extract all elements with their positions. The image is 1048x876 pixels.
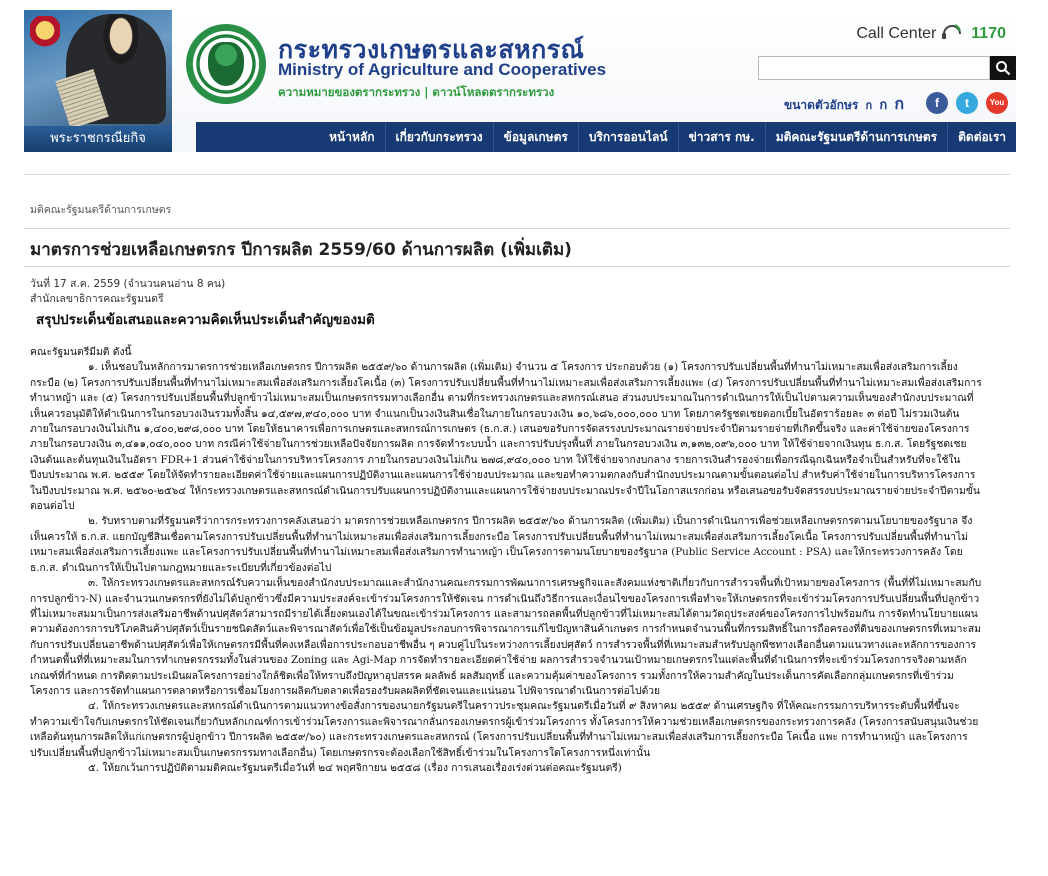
resolution-item-3: ๓. ให้กระทรวงเกษตรและสหกรณ์รับความเห็นของสำนักงบประมาณและสำนักงานคณะกรรมการพัฒนาการเศรษฐกิจและสังคมแห่งชาติเกี่ยวกับการสำรวจพื้นที่เป้าหมายของโครงการ (พื้นที่ที่ไม่เหมาะสมกับการปลูกข้าว-N) และจำนวนเกษตรกรที่ยังไม่ได้ปลูกข้าวซึ่งมีความประสงค์จะเข้าร่วมโครงการให้ชัดเจน การดำเนินถึงวิธีการและเงื่อนไขของโครงการเพื่อทำจะให้เกษตรกรที่จะเข้าร่วมโครงการปรับเปลี่ยนพื้นที่ปลูกข้าวที่ไม่เหมาะสมมาเป็นการส่งเสริมอาชีพด้านปศุสัตว์สามารถมีรายได้เลี้ยงตนเองได้ในขณะเข้าร่วมโครงการ และสามารถลดพื้นที่ปลูกข้าวที่ไม่เหมาะสมได้ตามวัตถุประสงค์ของโครงการไปพร้อมกัน การจัดทำนโยบายแผนความต้องการการบริโภคสินค้าปศุสัตว์เป็นรายชนิดสัตว์และพิจารณาสัตว์เพื่อใช้เป็นข้อมูลประกอบการพิจารณาการแก้ไขปัญหาสินค้าเกษตร การกำหนดจำนวนพื้นที่กรรมสิทธิ์ในการถือครองที่ดินของเกษตรกรที่เหมาะสมกับการปรับเปลี่ยนอาชีพด้านปศุสัตว์เพื่อให้เกษตรกรมีพื้นที่คงเหลือเพื่อการประกอบอาชีพอื่น ๆ ควบคู่ไปในระหว่างการเลี้ยงปศุสัตว์ การสำรวจพื้นที่ที่เหมาะสมสำหรับปลูกพืชทางเลือกอื่นตามแนวทางและหลักการของการกำหนดพื้นที่ที่เหมาะสมในการทำเกษตรกรรมทั้งในส่วนของ Zoning และ Agi-Map การจัดทำรายละเอียดค่าใช้จ่าย ผลการสำรวจจำนวนเป้าหมายเกษตรกรในแต่ละพื้นที่ดำเนินการที่จะเข้าร่วมโครงการจริงตามหลักเกณฑ์ที่กำหนด การติดตามประเมินผลโครงการอย่างใกล้ชิดเพื่อให้ทราบถึงปัญหาอุปสรรค ผลลัพธ์ ผลสัมฤทธิ์ และความคุ้มค่าของโครงการ รวมทั้งการให้ความสำคัญในประเด็นการคัดเลือกกลุ่มเกษตรกรที่เข้าร่วมโครงการ และการจัดทำแผนการตลาดหรือการเชื่อมโยงการผลิตกับตลาดเพื่อรองรับผลผลิตที่ชัดเจนและแน่นอน ไปพิจารณาดำเนินการต่อไปด้วย (30, 577, 982, 697)
search-input[interactable] (758, 56, 990, 80)
search-button[interactable] (990, 56, 1016, 80)
resolution-item-5: ๕. ให้ยกเว้นการปฏิบัติตามมติคณะรัฐมนตรีเมื่อวันที่ ๒๔ พฤศจิกายน ๒๕๕๘ (เรื่อง การเสนอเรื่องเร่งด่วนต่อคณะรัฐมนตรี) (88, 761, 622, 774)
nav-about[interactable]: เกี่ยวกับกระทรวง (385, 122, 493, 152)
resolution-item-4: ๔. ให้กระทรวงเกษตรและสหกรณ์ดำเนินการตามแนวทางข้อสั่งการของนายกรัฐมนตรีในคราวประชุมคณะรัฐมนตรีเมื่อวันที่ ๙ สิงหาคม ๒๕๕๙ ด้านเศรษฐกิจ ที่ให้คณะกรรมการบริหารระดับพื้นที่ขึ้นจะทำความเข้าใจกับเกษตรกรให้ชัดเจนเกี่ยวกับหลักเกณฑ์การเข้าร่วมโครงการและพิจารณากลั่นกรองเกษตรกรผู้เข้าร่วมโครงการ ทั้งโครงการให้ความช่วยเหลือเกษตรกรของกระทรวงการคลัง (โครงการสนับสนุนเงินช่วยเหลือต้นทุนการผลิตให้แก่เกษตรกรผู้ปลูกข้าว ปีการผลิต ๒๕๕๙/๖๐) และกระทรวงเกษตรและสหกรณ์ (โครงการปรับเปลี่ยนพื้นที่ทำนาไม่เหมาะสมเพื่อส่งเสริมการเลี้ยงกระบือ โคเนื้อ แพะ การทำนาหญ้า และโครงการปรับเปลี่ยนพื้นที่ปลูกข้าวไม่เหมาะสมเป็นเกษตรกรรมทางเลือกอื่น) โดยเกษตรกรจะต้องเลือกใช้สิทธิ์เข้าร่วมในโครงการใดโครงการหนึ่งเท่านั้น (30, 700, 979, 759)
resolution-item-2: ๒. รับทราบตามที่รัฐมนตรีว่าการกระทรวงการคลังเสนอว่า มาตรการช่วยเหลือเกษตรกร ปีการผลิต ๒๕๕๙/๖๐ ด้านการผลิต (เพิ่มเติม) เป็นการดำเนินการเพื่อช่วยเหลือเกษตรกรตามนโยบายของรัฐบาล จึงเห็นควรให้ ธ.ก.ส. แยกบัญชีสินเชื่อตามโครงการปรับเปลี่ยนพื้นที่ทำนาไม่เหมาะสมเพื่อส่งเสริมการเลี้ยงกระบือ โครงการปรับเปลี่ยนพื้นที่ทำนาไม่เหมาะสมเพื่อส่งเสริมการเลี้ยงโคเนื้อ โครงการปรับเปลี่ยนพื้นที่ทำนาไม่เหมาะสมเพื่อส่งเสริมการเลี้ยงแพะ และโครงการปรับเปลี่ยนพื้นที่ทำนาไม่เหมาะสมเพื่อส่งเสริมการทำนาหญ้า เป็นโครงการตามนโยบายของรัฐบาล (Public Service Account : PSA) และให้กระทรวงการคลัง โดย ธ.ก.ส. ดำเนินการให้เป็นไปตามกฎหมายและระเบียบที่เกี่ยวข้องต่อไป (30, 515, 973, 574)
call-center[interactable] (856, 22, 1006, 43)
youtube-icon[interactable]: You (986, 92, 1008, 114)
site-header (24, 10, 1016, 152)
nav-online-services[interactable]: บริการออนไลน์ (578, 122, 678, 152)
font-size-large-button[interactable]: ก (894, 94, 905, 113)
resolution-intro: คณะรัฐมนตรีมีมติ ดังนี้ (30, 346, 132, 358)
search-icon (995, 60, 1011, 76)
article-body (30, 345, 982, 776)
call-center-label: Call Center (856, 25, 937, 42)
font-size-medium-button[interactable]: ก (879, 98, 888, 113)
ministry-name-en: Ministry of Agriculture and Cooperatives (278, 60, 607, 79)
ministry-logo-icon[interactable] (186, 24, 266, 104)
main-nav (196, 122, 1016, 152)
twitter-icon[interactable]: t (956, 92, 978, 114)
nav-agri-data[interactable]: ข้อมูลเกษตร (493, 122, 578, 152)
nav-news[interactable]: ข่าวสาร กษ. (678, 122, 765, 152)
breadcrumb-area (24, 174, 1010, 229)
page-title: มาตรการช่วยเหลือเกษตรกร ปีการผลิต 2559/60 ด้านการผลิต (เพิ่มเติม) (30, 240, 572, 260)
logo-link-separator: | (424, 85, 429, 99)
royal-activities-banner[interactable] (24, 10, 172, 152)
resolution-item-1: ๑. เห็นชอบในหลักการมาตรการช่วยเหลือเกษตรกร ปีการผลิต ๒๕๕๙/๖๐ ด้านการผลิต (เพิ่มเติม) จำนวน ๕ โครงการ ประกอบด้วย (๑) โครงการปรับเปลี่ยนพื้นที่ทำนาไม่เหมาะสมเพื่อส่งเสริมการเลี้ยงกระบือ (๒) โครงการปรับเปลี่ยนพื้นที่ทำนาไม่เหมาะสมเพื่อส่งเสริมการเลี้ยงโคเนื้อ (๓) โครงการปรับเปลี่ยนพื้นที่ทำนาไม่เหมาะสมเพื่อส่งเสริมการเลี้ยงแพะ (๔) โครงการปรับเปลี่ยนพื้นที่ทำนาไม่เหมาะสมเพื่อส่งเสริมการทำนาหญ้า และ (๕) โครงการปรับเปลี่ยนพื้นที่ปลูกข้าวไม่เหมาะสมเป็นเกษตรกรรมทางเลือกอื่น ตามที่กระทรวงเกษตรและสหกรณ์เสนอ ส่วนงบประมาณในการดำเนินการให้เป็นไปตามความเห็นของสำนักงบประมาณที่เห็นควรอนุมัติให้ดำเนินการในกรอบวงเงินรวมทั้งสิ้น ๑๔,๕๙๗,๙๔๐,๐๐๐ บาท จำแนกเป็นวงเงินสินเชื่อในภายในกรอบวงเงิน ๑๐,๖๘๖,๐๐๐,๐๐๐ บาท โดยภาครัฐชดเชยดอกเบี้ยในอัตราร้อยละ ๓ ต่อปี ไม่รวมเงินต้น ภายในกรอบวงเงินไม่เกิน ๑,๔๐๐,๒๙๘,๐๐๐ บาท โดยให้ธนาคารเพื่อการเกษตรและสหกรณ์การเกษตร (ธ.ก.ส.) เสนอขอรับการจัดสรรงบประมาณรายจ่ายประจำปีตามรายจ่ายที่เกิดขึ้นจริง และค่าใช้จ่ายของโครงการ ภายในกรอบวงเงิน ๓,๔๑๑,๐๔๐,๐๐๐ บาท กรณีค่าใช้จ่ายในการช่วยเหลือปัจจัยการผลิต การจัดทำระบบน้ำ และการปรับปรุงพื้นที่ ภายในกรอบวงเงิน ๓,๑๓๒,๐๙๖,๐๐๐ บาท ให้ใช้จ่ายจากเงินทุน ธ.ก.ส. โดยรัฐชดเชยเงินต้นและต้นทุนเงินในอัตรา FDR+1 ส่วนค่าใช้จ่ายในการบริหารโครงการ ภายในกรอบวงเงินไม่เกิน ๒๗๘,๙๔๐,๐๐๐ บาท ให้ใช้จ่ายจากงบกลาง รายการเงินสำรองจ่ายเพื่อกรณีฉุกเฉินหรือจำเป็นสำหรับที่จะใช้ในปีงบประมาณ พ.ศ. ๒๕๕๙ โดยให้จัดทำรายละเอียดค่าใช้จ่ายและแผนการปฏิบัติงานและแผนการใช้จ่ายงบประมาณ และขอทำความตกลงกับสำนักงบประมาณตามขั้นตอนต่อไป สำหรับค่าใช้จ่ายในการบริหารโครงการในปีงบประมาณ พ.ศ. ๒๕๖๐-๒๕๖๔ ให้กระทรวงเกษตรและสหกรณ์ดำเนินการปรับแผนการปฏิบัติงานและแผนการใช้จ่ายงบประมาณประจำปีในโอกาสแรกก่อน หรือเสนอขอรับจัดสรรงบประมาณรายจ่ายประจำปีตามขั้นตอนต่อไป (30, 361, 982, 513)
breadcrumb[interactable]: มติคณะรัฐมนตรีด้านการเกษตร (24, 174, 1010, 229)
article-date: วันที่ 17 ส.ค. 2559 (จำนวนคนอ่าน 8 คน) (30, 278, 226, 290)
logo-links (278, 84, 554, 102)
royal-emblem-icon (30, 16, 60, 52)
title-divider (24, 266, 1010, 267)
font-size-small-button[interactable]: ก (865, 99, 873, 112)
summary-heading: สรุปประเด็นข้อเสนอและความคิดเห็นประเด็นสำคัญของมติ (36, 312, 375, 328)
font-size-controls (784, 92, 904, 117)
nav-contact[interactable]: ติดต่อเรา (947, 122, 1016, 152)
royal-activities-caption[interactable]: พระราชกรณียกิจ (24, 126, 172, 152)
download-logo-link[interactable]: ดาวน์โหลดตรากระทรวง (432, 85, 555, 99)
call-center-number: 1170 (971, 25, 1006, 42)
logo-meaning-link[interactable]: ความหมายของตรากระทรวง (278, 85, 421, 99)
font-size-label: ขนาดตัวอักษร (784, 98, 859, 112)
ministry-name-th: กระทรวงเกษตรและสหกรณ์ (278, 35, 585, 64)
headset-icon (941, 22, 963, 40)
nav-home[interactable]: หน้าหลัก (329, 130, 375, 144)
article-source: สำนักเลขาธิการคณะรัฐมนตรี (30, 293, 164, 305)
facebook-icon[interactable]: f (926, 92, 948, 114)
nav-cabinet-resolutions[interactable]: มติคณะรัฐมนตรีด้านการเกษตร (765, 122, 947, 152)
